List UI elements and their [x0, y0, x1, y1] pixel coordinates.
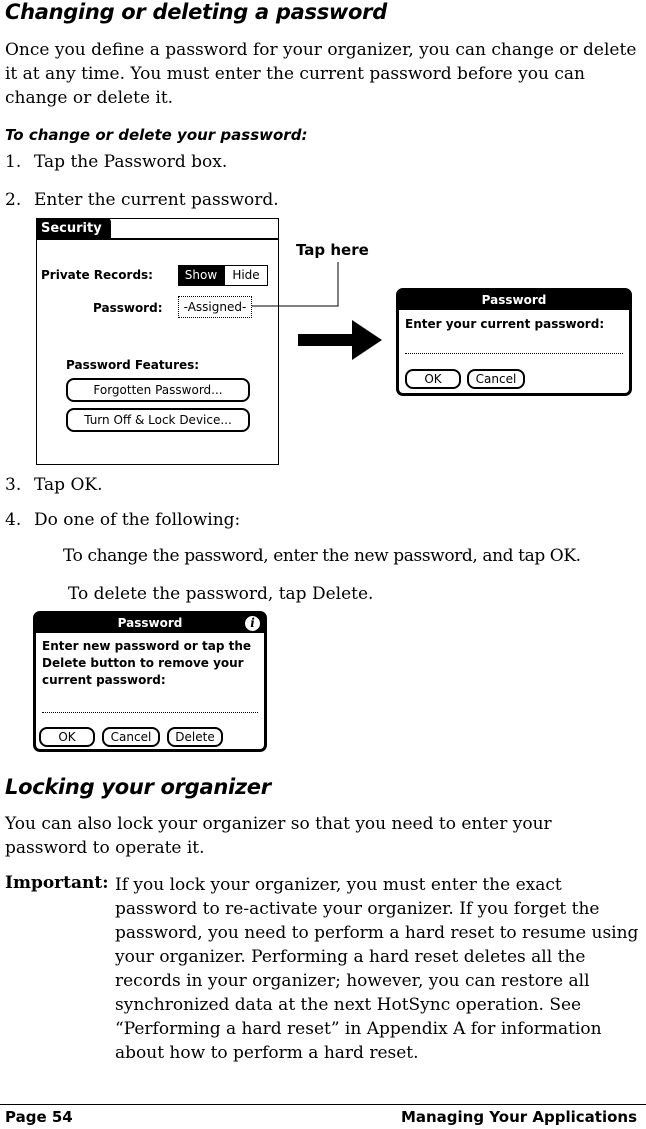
callout-line: [250, 260, 350, 320]
option-delete: To delete the password, tap Delete.: [68, 584, 374, 604]
forgotten-password-button[interactable]: Forgotten Password...: [66, 378, 250, 402]
password-entry-line[interactable]: [405, 353, 623, 354]
important-text: If you lock your organizer, you must enter the exact password to re-activate your organizer. If you forget the password, you need to perform a hard reset to resume using your organizer. Performing a hard reset deletes all the records in your organizer; however, you can restore all synchronized data at the next HotSync operation. See “Performing a hard reset” in Appendix A for information about how to perform a hard reset.: [115, 875, 639, 1063]
dialog-prompt: Enter new password or tap the Delete button to remove your current password:: [42, 639, 252, 687]
footer-rule: [0, 1104, 646, 1105]
cancel-button[interactable]: Cancel: [102, 727, 160, 747]
cancel-button[interactable]: Cancel: [467, 369, 525, 389]
private-records-label: Private Records:: [41, 268, 153, 282]
step-number: 4.: [5, 510, 22, 530]
intro-paragraph: Once you define a password for your organizer, you can change or delete it at any time. You must enter the current password before you can change or delete it.: [5, 40, 637, 108]
ok-button[interactable]: OK: [405, 369, 461, 389]
security-screen: [36, 218, 279, 465]
turn-off-lock-button[interactable]: Turn Off & Lock Device...: [66, 408, 250, 432]
ok-button[interactable]: OK: [39, 727, 95, 747]
new-password-dialog: [33, 611, 267, 752]
current-password-dialog: [396, 288, 632, 396]
step-text: Enter the current password.: [34, 190, 279, 210]
option-change: To change the password, enter the new password, and tap OK.: [63, 546, 581, 566]
password-box[interactable]: -Assigned-: [178, 296, 252, 318]
dialog-title: Password: [399, 291, 629, 310]
info-icon[interactable]: i: [245, 616, 260, 631]
step-number: 1.: [5, 152, 22, 172]
tap-here-callout: Tap here: [296, 241, 369, 259]
section-heading: Changing or deleting a password: [5, 0, 387, 24]
lock-intro-paragraph: You can also lock your organizer so that you need to enter your password to operate it.: [5, 814, 552, 858]
step-text: Tap the Password box.: [34, 152, 228, 172]
password-entry-line[interactable]: [42, 712, 258, 713]
footer-section-title: Managing Your Applications: [400, 1108, 637, 1126]
important-label: Important:: [5, 873, 109, 893]
dialog-title: Password: [36, 614, 264, 633]
password-label: Password:: [93, 301, 163, 315]
footer-page-number: Page 54: [5, 1108, 73, 1126]
procedure-subhead: To change or delete your password:: [5, 126, 308, 144]
step-text: Tap OK.: [34, 475, 103, 495]
step-text: Do one of the following:: [34, 510, 241, 530]
locking-heading: Locking your organizer: [5, 775, 271, 799]
step-number: 2.: [5, 190, 22, 210]
step-number: 3.: [5, 475, 22, 495]
hide-toggle[interactable]: Hide: [224, 265, 268, 286]
dialog-prompt: Enter your current password:: [405, 317, 605, 331]
password-features-label: Password Features:: [66, 358, 200, 372]
arrow-right-icon: [296, 316, 386, 364]
show-toggle[interactable]: Show: [178, 265, 224, 286]
delete-button[interactable]: Delete: [167, 727, 223, 747]
security-title-tab: Security: [37, 218, 111, 240]
